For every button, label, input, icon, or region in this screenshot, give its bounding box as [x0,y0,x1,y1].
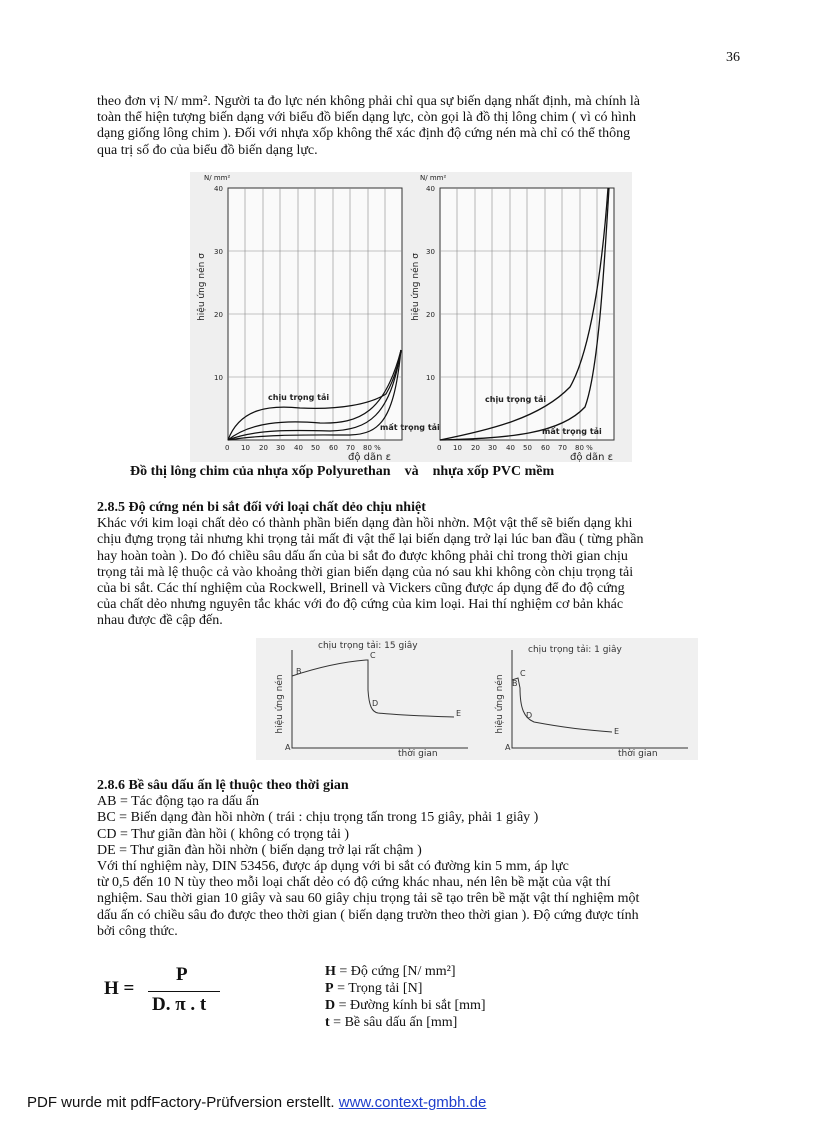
y-axis-label: hiệu ứng nén [275,674,285,734]
x-tick: 60 [541,444,550,452]
y-tick: 30 [214,248,223,256]
symbol: P [325,981,334,996]
y-tick: 20 [426,311,435,319]
y-tick: 30 [426,248,435,256]
y-tick: 40 [214,185,223,193]
fraction-bar [148,991,220,992]
x-tick: 10 [453,444,462,452]
point-label: E [456,709,462,718]
text-line: CD = Thư giãn đàn hồi ( không có trọng tải ) [97,826,350,842]
x-tick: 60 [329,444,338,452]
x-tick: 80 % [575,444,593,452]
right-chart-title: chịu trọng tải: 1 giây [528,645,622,655]
text-line: từ 0,5 đến 10 N tùy theo mỗi loại chất dẻo có độ cứng khác nhau, nén lên bề mặt của vật thí [97,875,611,891]
point-label: D [372,699,379,708]
point-label: D [526,711,533,720]
text-line: Khác với kim loại chất dẻo có thành phần biến dạng đàn hồi nhờn. Một vật thể sẽ biến dạng khi [97,516,633,532]
symbol: D [325,998,336,1013]
text-line: chịu đựng trọng tải nhưng khi trọng tải mất đi vật thể lại biến dạng trở lại lúc ban đầu ( từng phần [97,532,644,548]
y-tick: 40 [426,185,435,193]
formula-denominator: D. π . t [152,994,207,1015]
left-chart-title: chịu trọng tải: 15 giây [318,641,418,651]
text-line: DE = Thư giãn đàn hồi nhờn ( biến dạng trở lại rất chậm ) [97,842,422,858]
x-tick: 0 [437,444,442,452]
symbol: H [325,964,336,979]
footer-text: PDF wurde mit pdfFactory-Prüfversion erstellt. [27,1094,339,1111]
pdf-footer [27,1094,486,1111]
text-line: toàn thể hiện tượng biến dạng với biểu đồ biến dạng lực, còn gọi là đồ thị lông chim ( vì có hình [97,110,636,126]
text-line: nhau được đề cập đến. [97,613,223,629]
intro-paragraph [97,94,745,159]
x-tick: 40 [294,444,303,452]
text-line: của bi sắt. Các thí nghiệm của Rockwell, Brinell và Vickers cũng được áp dụng để đo độ cứng [97,581,625,597]
formula-definitions [325,963,486,1031]
x-tick: 70 [346,444,355,452]
point-label: B [296,667,302,676]
text-line: nghiệm. Sau thời gian 10 giây và sau 60 giây chịu trọng tải sẽ tạo trên bề mặt vật thí nghiệm một [97,891,640,907]
x-tick: 30 [276,444,285,452]
section-2-8-5 [97,500,745,630]
figure1-caption: Đồ thị lông chim của nhựa xốp Polyurethan và nhựa xốp PVC mềm [130,464,555,479]
definition-text: = Trọng tải [N] [333,981,423,996]
point-label: E [614,727,620,736]
text-line: dạng giống lông chim ). Đối với nhựa xốp không thể xác định độ cứng nén mà chỉ có thể thông [97,126,631,142]
y-tick: 10 [426,374,435,382]
point-label: C [370,651,376,660]
load-label: chịu trọng tải [485,395,547,404]
text-line: qua trị số đo của biểu đồ biến dạng lực. [97,142,318,158]
point-label: B [512,679,518,688]
y-axis-label: hiệu ứng nén σ [197,253,207,321]
x-tick: 10 [241,444,250,452]
text-line: trọng tải mà lệ thuộc cả vào khoảng thời gian biến dạng của nó sau khi không còn chịu trọng tải [97,564,634,580]
symbol: t [325,1015,330,1030]
x-tick: 50 [523,444,532,452]
text-line: của chất dẻo nhưng nguyên tắc khác với đo độ cứng của kim loại. Hai thí nghiệm cơ bản khác [97,597,624,613]
definition-text: = Đường kính bi sắt [mm] [335,998,486,1013]
indentation-charts-svg [256,638,698,760]
feather-chart-figure [190,172,632,462]
x-axis-label: thời gian [398,749,438,759]
x-axis-label: thời gian [618,749,658,759]
x-tick: 80 % [363,444,381,452]
hardness-formula [104,964,234,1014]
x-tick: 30 [488,444,497,452]
definition-text: = Bề sâu dấu ấn [mm] [329,1015,458,1030]
section-title: 2.8.6 Bề sâu dấu ấn lệ thuộc theo thời gian [97,778,349,793]
definition-row [325,997,486,1014]
text-line: Với thí nghiệm này, DIN 53456, được áp dụng với bi sắt có đường kin 5 mm, áp lực [97,859,569,875]
definition-row [325,1014,486,1031]
x-axis-label: độ dãn ε [570,452,614,462]
x-tick: 20 [259,444,268,452]
formula-lhs: H = [104,978,135,999]
text-line: AB = Tác động tạo ra dấu ấn [97,794,259,810]
text-line: BC = Biến dạng đàn hồi nhờn ( trái : chịu trọng tấn trong 15 giây, phải 1 giây ) [97,810,539,826]
x-tick: 20 [471,444,480,452]
y-axis-label: hiệu ứng nén σ [411,253,421,321]
y-axis-label: hiệu ứng nén [495,674,505,734]
point-label: A [505,743,511,752]
indentation-time-figure [256,638,698,760]
text-line: dấu ấn có chiều sâu đo được theo thời gian ( biến dạng trườn theo thời gian ). Độ cứng được tính [97,907,639,923]
section-title: 2.8.5 Độ cứng nén bi sắt đối với loại chất dẻo chịu nhiệt [97,500,426,515]
page-number: 36 [726,50,740,65]
load-label: chịu trọng tải [268,393,330,402]
unit-label: N/ mm² [420,174,447,182]
feather-charts-svg [190,172,632,462]
x-tick: 40 [506,444,515,452]
text-line: bởi công thức. [97,923,178,939]
y-tick: 20 [214,311,223,319]
text-line: theo đơn vị N/ mm². Người ta đo lực nén không phải chỉ qua sự biến dạng nhất định, mà chính là [97,94,640,109]
x-tick: 50 [311,444,320,452]
x-tick: 0 [225,444,230,452]
definition-row [325,980,486,997]
point-label: A [285,743,291,752]
unload-label: mất trọng tải [380,423,440,432]
definition-row [325,963,486,980]
definition-text: = Độ cứng [N/ mm²] [335,964,456,979]
point-label: C [520,669,526,678]
text-line: hay hoàn toàn ). Do đó chiều sâu dấu ấn của bi sắt đo được không phải chỉ trong thời gian chịu [97,548,628,564]
footer-link[interactable]: www.context-gmbh.de [338,1094,487,1111]
unit-label: N/ mm² [204,174,231,182]
section-2-8-6 [97,778,745,940]
x-tick: 70 [558,444,567,452]
y-tick: 10 [214,374,223,382]
pvc-chart [410,174,614,462]
unload-label: mất trọng tải [542,427,602,436]
formula-numerator: P [176,964,188,985]
x-axis-label: độ dãn ε [348,452,392,462]
